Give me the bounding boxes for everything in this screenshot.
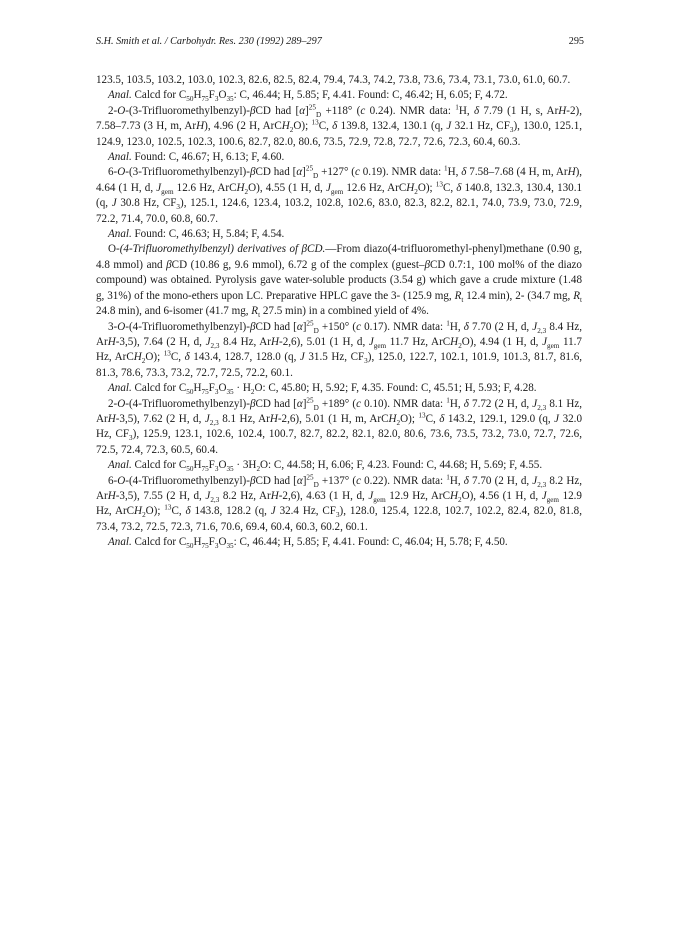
paragraph-analysis: Anal. Calcd for $C_{50}H_{75}F_3O_{35} \cdot 3H_2O$: C, 44.58; H, 6.06; F, 4.23. Found: C, 44.68; H, 5.69; F, 4.55. [108,459,543,474]
article-body [96,73,582,551]
paragraph-analysis: Anal. Found: C, 46.67; H, 6.13; F, 4.60. [108,151,285,164]
paragraph-analysis: Anal. Calcd for $C_{50}H_{75}F_3O_{35}$: C, 46.44; H, 5.85; F, 4.41. Found: C, 46.04; H, 5.78; F, 4.50. [108,536,508,551]
page-number: 295 [568,36,584,47]
paragraph-compound-2-o-3-trifluoromethylbenzyl: 2-O-(3-Trifluoromethylbenzyl)-βCD had $[\alpha]^{25}_D +118^\circ$ (c 0.24). NMR data: $^1$H, δ 7.79 (1 H, s, ArH-2), 7.58–7.73 (3 H, m, ArH), 4.96 (2 H, ArCH$_2$O); $^{13}$C, δ 139.8, 132.4, 130.1 (q, J 32.1 Hz, $CF_3$), 130.0, 125.1, 124.9, 123.0, 102.5, 102.3, 100.6, 82.7, 82.0, 80.6, 73.5, 72.9, 72.8, 72.7, 72.6, 72.3, 60.4, 60.3. [96,103,583,148]
paragraph-compound-2-o-4-trifluoromethylbenzyl: 2-O-(4-Trifluoromethylbenzyl)-βCD had $[\alpha]^{25}_D +189^\circ$ (c 0.10). NMR data: $^1$H, δ 7.72 (2 H, d, $J_{2,3}$ 8.1 Hz, ArH-3,5), 7.62 (2 H, d, $J_{2,3}$ 8.1 Hz, ArH-2,6), 5.01 (1 H, m, ArCH$_2$O); $^{13}$C, δ 143.2, 129.1, 129.0 (q, J 32.0 Hz, $CF_3$), 125.9, 123.1, 102.6, 102.4, 100.7, 82.7, 82.2, 82.1, 82.0, 80.6, 73.6, 73.5, 73.2, 73.0, 72.7, 72.6, 72.5, 72.4, 72.3, 60.5, 60.4. [96,395,583,456]
paragraph-compound-6-o-4-trifluoromethylbenzyl: 6-O-(4-Trifluoromethylbenzyl)-βCD had $[\alpha]^{25}_D +137^\circ$ (c 0.22). NMR data: $^1$H, δ 7.70 (2 H, d, $J_{2,3}$ 8.2 Hz, ArH-3,5), 7.55 (2 H, d, $J_{2,3}$ 8.2 Hz, ArH-2,6), 4.63 (1 H, d, $J_{gem}$ 12.9 Hz, ArCH$_2$O), 4.56 (1 H, d, $J_{gem}$ 12.9 Hz, ArCH$_2$O); $^{13}$C, δ 143.8, 128.2 (q, J 32.4 Hz, $CF_3$), 128.0, 125.4, 122.8, 102.7, 102.2, 82.4, 82.0, 81.8, 73.4, 73.2, 72.5, 72.3, 71.6, 70.6, 69.4, 60.4, 60.3, 60.2, 60.1. [96,472,583,533]
running-head-citation: S.H. Smith et al. / Carbohydr. Res. 230 (1992) 289–297 [96,36,322,47]
paragraph-analysis: Anal. Calcd for $C_{50}H_{75}F_3O_{35}$: C, 46.44; H, 5.85; F, 4.41. Found: C, 46.42; H, 6.05; F, 4.72. [108,89,508,104]
paragraph-compound-6-o-3-trifluoromethylbenzyl: 6-O-(3-Trifluoromethylbenzyl)-βCD had $[\alpha]^{25}_D +127^\circ$ (c 0.19). NMR data: $^1$H, δ 7.58–7.68 (4 H, m, ArH), 4.64 (1 H, d, $J_{gem}$ 12.6 Hz, ArCH$_2$O), 4.55 (1 H, d, $J_{gem}$ 12.6 Hz, ArCH$_2$O); $^{13}$C, δ 140.8, 132.3, 130.4, 130.1 (q, J 30.8 Hz, $CF_3$), 125.1, 124.6, 123.4, 103.2, 102.8, 102.6, 83.0, 82.3, 82.2, 82.1, 74.0, 73.9, 73.0, 72.9, 72.2, 71.4, 70.0, 60.8, 60.7. [96,164,583,225]
paragraph-analysis: Anal. Found: C, 46.63; H, 5.84; F, 4.54. [108,228,285,241]
paragraph-nmr-continuation: 123.5, 103.5, 103.2, 103.0, 102.3, 82.6, 82.5, 82.4, 79.4, 74.3, 74.2, 73.8, 73.6, 73.4, 73.1, 73.0, 61.0, 60.7. [96,74,571,86]
paragraph-section-4-trifluoromethylbenzyl: O-(4-Trifluoromethylbenzyl) derivatives of βCD.—From diazo(4-trifluoromethyl-phenyl)methane (0.90 g, 4.8 mmol) and βCD (10.86 g, 9.6 mmol), 6.72 g of the complex (guest–βCD 0.7:1, 100 mol% of the diazo compound) was obtained. Pyrolysis gave water-soluble products (3.54 g) which gave a crude mixture (1.48 g, 31%) of the mono-ethers upon LC. Preparative HPLC gave the 3- (125.9 mg, $R_t$ 12.4 min), 2- (34.7 mg, $R_t$ 24.8 min), and 6-isomer (41.7 mg, $R_t$ 27.5 min) in a combined yield of 4%. [96,243,582,320]
paragraph-compound-3-o-4-trifluoromethylbenzyl: 3-O-(4-Trifluoromethylbenzyl)-βCD had $[\alpha]^{25}_D +150^\circ$ (c 0.17). NMR data: $^1$H, δ 7.70 (2 H, d, $J_{2,3}$ 8.4 Hz, ArH-3,5), 7.64 (2 H, d, $J_{2,3}$ 8.4 Hz, ArH-2,6), 5.01 (1 H, d, $J_{gem}$ 11.7 Hz, ArCH$_2$O), 4.94 (1 H, d, $J_{gem}$ 11.7 Hz, ArCH$_2$O); $^{13}$C, δ 143.4, 128.7, 128.0 (q, J 31.5 Hz, $CF_3$), 125.0, 122.7, 102.1, 101.9, 101.3, 81.7, 81.6, 81.3, 78.6, 73.3, 73.2, 72.7, 72.5, 72.2, 60.1. [96,318,583,379]
running-header [96,36,584,52]
paragraph-analysis: Anal. Calcd for $C_{50}H_{75}F_3O_{35} \cdot H_2O$: C, 45.80; H, 5.92; F, 4.35. Found: C, 45.51; H, 5.93; F, 4.28. [108,382,537,397]
